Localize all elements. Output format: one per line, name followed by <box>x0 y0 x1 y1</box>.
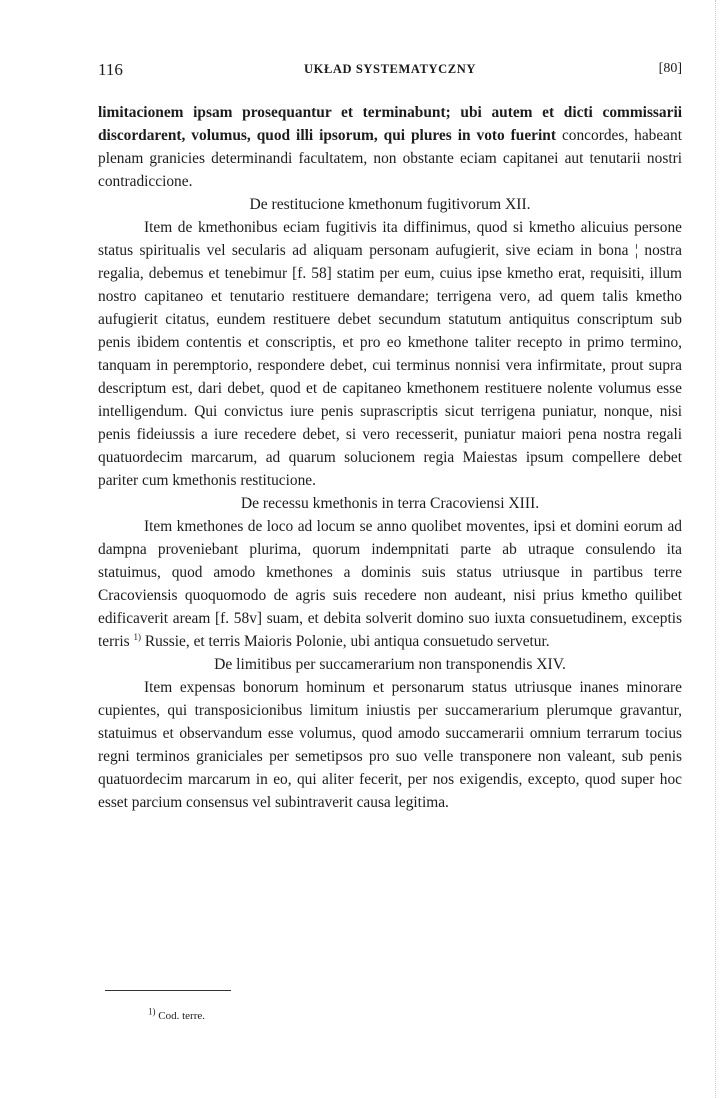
continuation-paragraph <box>98 101 682 193</box>
page-number: 116 <box>98 60 123 79</box>
footnote-divider <box>105 990 231 991</box>
section-heading-xiv: De limitibus per succamerarium non transponendis XIV. <box>214 656 566 673</box>
section-body-xiii-tail: Russie, et terris Maioris Polonie, ubi antiqua consuetudo servetur. <box>140 633 550 650</box>
page-body <box>98 101 682 814</box>
section-body-xii: Item de kmethonibus eciam fugitivis ita diffinimus, quod si kmetho alicuius persone status spiritualis vel secularis ad aliquam personam aufugierit, sive eciam in bona ¦ nostra regalia, debemus et tenebimur [f. 58] statim per eum, cuius ipse kmetho erat, requisiti, illum nostro capitaneo et tenutario restituere demandare; terrigena vero, ad quem talis kmetho aufugierit citatus, eundem restituere debet secundum statutum antiquitus conscriptum sub penis ibidem contentis et conscriptis, et pro eo kmethone taliter recepto in primo termino, tanquam in peremptorio, respondere debet, cui terminus nonnisi vera infirmitate, prout supra descriptum est, dari debet, quod et de capitaneo kmethonem restituere nolente volumus esse intelligendum. Qui convictus iure penis suprascriptis sicut terrigena puniatur, nonque, nisi penis fideiussis a iure recedere debet, si vero recesserit, puniatur maiori pena nostra regali quatuordecim marcarum, ad quarum solucionem regia Maiestas ipsum compellere debet pariter cum kmethonis restitucione. <box>98 219 682 489</box>
footnote <box>148 1006 205 1022</box>
footnote-text: Cod. terre. <box>158 1010 205 1022</box>
section-reference: [80] <box>658 61 682 76</box>
page-header <box>98 60 682 84</box>
continuation-text: concordes, habeant plenam granicies determinandi facultatem, non obstante eciam capitanei aut tenutarii nostri contradiccione. <box>98 127 682 190</box>
footnote-reference: 1) <box>133 631 141 642</box>
section-heading-xiii: De recessu kmethonis in terra Cracoviensi XIII. <box>240 495 540 512</box>
footnote-mark: 1) <box>148 1006 156 1017</box>
running-title: UKŁAD SYSTEMATYCZNY <box>304 62 476 76</box>
section-body-xiii <box>98 515 682 653</box>
continuation-bold-text: limitacionem ipsam prosequantur et terminabunt; ubi autem et dicti commissarii discordarent, volumus, quod illi ipsorum, qui plures in voto fuerint <box>98 104 682 144</box>
section-heading-xii: De restitucione kmethonum fugitivorum XII. <box>249 196 531 213</box>
section-body-xiv: Item expensas bonorum hominum et personarum status utriusque inanes minorare cupientes, qui transposicionibus limitum iniustis per succamerarium plerumque gravantur, statuimus et observandum esse volumus, quod amodo succamerarii omnium terrarum tocius regni terminos graniciales per semetipsos pro suo velle transponere non valeant, sub penis quatuordecim marcarum in eo, qui aliter fecerit, per nos exigendis, excepto, quod super hoc esset parcium consensus vel subintraverit causa legitima. <box>98 679 682 811</box>
section-body-xiii-text: Item kmethones de loco ad locum se anno quolibet moventes, ipsi et domini eorum ad dampna proveniebant plurima, quorum indempnitati parte ab utraque consulendo ita statuimus, quod amodo kmethones a dominis suis status utriusque in partibus terre Cracoviensis quoquomodo de agris suis recedere non audeant, nisi prius kmetho quilibet edificaverit aream [f. 58v] suam, et debita solverit domino suo iuxta consuetudinem, exceptis terris <box>98 518 682 650</box>
scan-edge <box>713 0 716 1098</box>
